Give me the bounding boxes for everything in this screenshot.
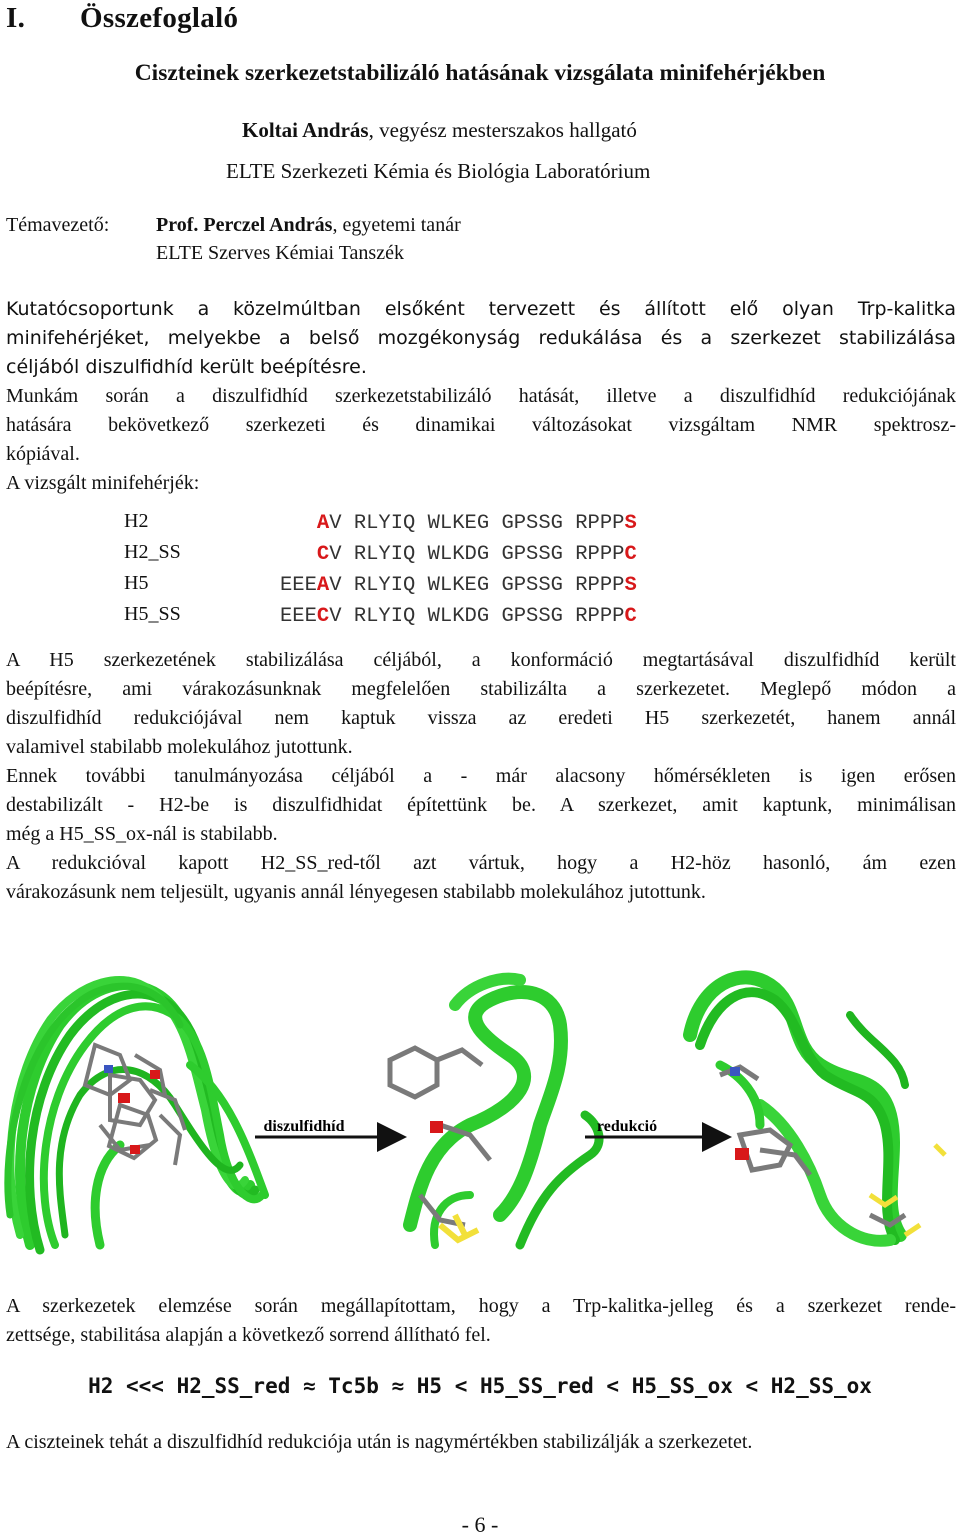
list-intro: A vizsgált minifehérjék: (6, 472, 200, 494)
text-line: beépítésre, ami várakozásunknak megfelelően stabilizálta a szerkezetet. Meglepő módon a (6, 678, 956, 700)
work-paragraph (6, 382, 956, 469)
supervisor-dept: ELTE Szerves Kémiai Tanszék (156, 242, 404, 264)
peptide-sequence (280, 512, 637, 535)
supervisor-role: , egyetemi tanár (332, 214, 461, 236)
peptide-name: H5 (124, 572, 149, 594)
peptide-sequence (280, 574, 637, 597)
results-paragraph-1 (6, 646, 956, 762)
text-line: minifehérjéket, melyekbe a belső mozgékonyság redukálása és a szerkezet stabilizálása (6, 327, 956, 349)
author-name: Koltai András (242, 118, 369, 142)
seq-prefix (280, 543, 317, 566)
seq-prefix: EEE (280, 574, 317, 597)
text-line: hatására bekövetkező szerkezeti és dinamikai változásokat vizsgáltam NMR spektrosz- (6, 414, 956, 436)
document-title: Ciszteinek szerkezetstabilizáló hatásának vizsgálata minifehérjékben (134, 60, 826, 86)
seq-middle: V RLYIQ WLKEG GPSSG RPPP (329, 574, 625, 597)
section-title: Összefoglaló (80, 2, 239, 34)
text-line: diszulfidhíd redukciójával nem kaptuk vissza az eredeti H5 szerkezetét, hanem annál (6, 707, 956, 729)
sequence-row (124, 510, 148, 540)
stability-order: H2 <<< H2_SS_red ≈ Tc5b ≈ H5 < H5_SS_red < H5_SS_ox < H2_SS_ox (88, 1374, 872, 1398)
side-chains-left (85, 1045, 185, 1165)
supervisor-line (156, 214, 461, 237)
peptide-sequence (280, 605, 637, 628)
structure-figure (0, 945, 960, 1265)
intro-paragraph (6, 295, 956, 382)
text-line: még a H5_SS_ox-nál is stabilabb. (6, 823, 278, 845)
peptide-name: H5_SS (124, 603, 181, 625)
seq-last-residue: C (624, 543, 637, 566)
sequence-row (124, 603, 181, 633)
supervisor-prefix: Prof. (156, 214, 199, 236)
page-number: - 6 - (461, 1512, 499, 1537)
seq-last-residue: S (624, 512, 637, 535)
results-paragraph-3 (6, 849, 956, 907)
seq-prefix: EEE (280, 605, 317, 628)
structure-ensemble-left (8, 980, 265, 1250)
text-line: destabilizált - H2-be is diszulfidhidat építettünk be. A szerkezet, amit kaptunk, minimálisan (6, 794, 956, 816)
seq-prefix (280, 512, 317, 535)
structure-ensemble-right (690, 977, 905, 1240)
seq-middle: V RLYIQ WLKDG GPSSG RPPP (329, 543, 625, 566)
arrow-label-disulfide: diszulfidhíd (263, 1118, 345, 1135)
text-line: A szerkezetek elemzése során megállapítottam, hogy a Trp-kalitka-jelleg és a szerkezet rende- (6, 1295, 956, 1317)
peptide-sequence (280, 543, 637, 566)
structure-figure-svg (0, 945, 960, 1265)
final-sentence: A ciszteinek tehát a diszulfidhíd redukciója után is nagymértékben stabilizálják a szerkezetet. (6, 1431, 753, 1453)
text-line: Ennek további tanulmányozása céljából a - már alacsony hőmérsékleten is igen erősen (6, 765, 956, 787)
arrow-label-reduction: redukció (596, 1118, 658, 1135)
author-line (242, 118, 637, 143)
conclusion-paragraph (6, 1292, 956, 1350)
section-heading (6, 2, 238, 35)
peptide-name: H2 (124, 510, 149, 532)
section-number: I. (6, 2, 26, 34)
text-line: zettsége, stabilitása alapján a következő sorrend állítható fel. (6, 1324, 491, 1346)
text-line: várakozásunk nem teljesült, ugyanis annál lényegesen stabilabb molekulához jutottunk. (6, 881, 706, 903)
structure-middle (410, 979, 599, 1245)
results-paragraph-2 (6, 762, 956, 849)
lab-name: ELTE Szerkezeti Kémia és Biológia Laboratórium (226, 159, 651, 183)
seq-first-residue: C (316, 605, 330, 628)
seq-middle: V RLYIQ WLKDG GPSSG RPPP (329, 605, 625, 628)
sequence-row (124, 541, 181, 571)
seq-last-residue: S (624, 574, 637, 597)
seq-first-residue: A (316, 512, 330, 535)
text-line: céljából diszulfidhíd került beépítésre. (6, 356, 367, 378)
sequence-row (124, 572, 148, 602)
text-line: Munkám során a diszulfidhíd szerkezetstabilizáló hatását, illetve a diszulfidhíd redukciójának (6, 385, 956, 407)
text-line: valamivel stabilabb molekulához jutottunk. (6, 736, 353, 758)
text-line: kópiával. (6, 443, 80, 465)
text-line: A redukcióval kapott H2_SS_red-től azt vártuk, hogy a H2-höz hasonló, ám ezen (6, 852, 956, 874)
peptide-name: H2_SS (124, 541, 181, 563)
seq-first-residue: A (316, 574, 330, 597)
author-role: , vegyész mesterszakos hallgató (368, 118, 637, 142)
seq-last-residue: C (624, 605, 637, 628)
supervisor-name: Perczel András (203, 214, 333, 236)
seq-middle: V RLYIQ WLKEG GPSSG RPPP (329, 512, 625, 535)
text-line: A H5 szerkezetének stabilizálása céljából, a konformáció megtartásával diszulfidhíd került (6, 649, 956, 671)
seq-first-residue: C (316, 543, 330, 566)
supervisor-label: Témavezető: (6, 214, 110, 236)
text-line: Kutatócsoportunk a közelmúltban elsőként tervezett és állított elő olyan Trp-kalitka (6, 298, 956, 320)
